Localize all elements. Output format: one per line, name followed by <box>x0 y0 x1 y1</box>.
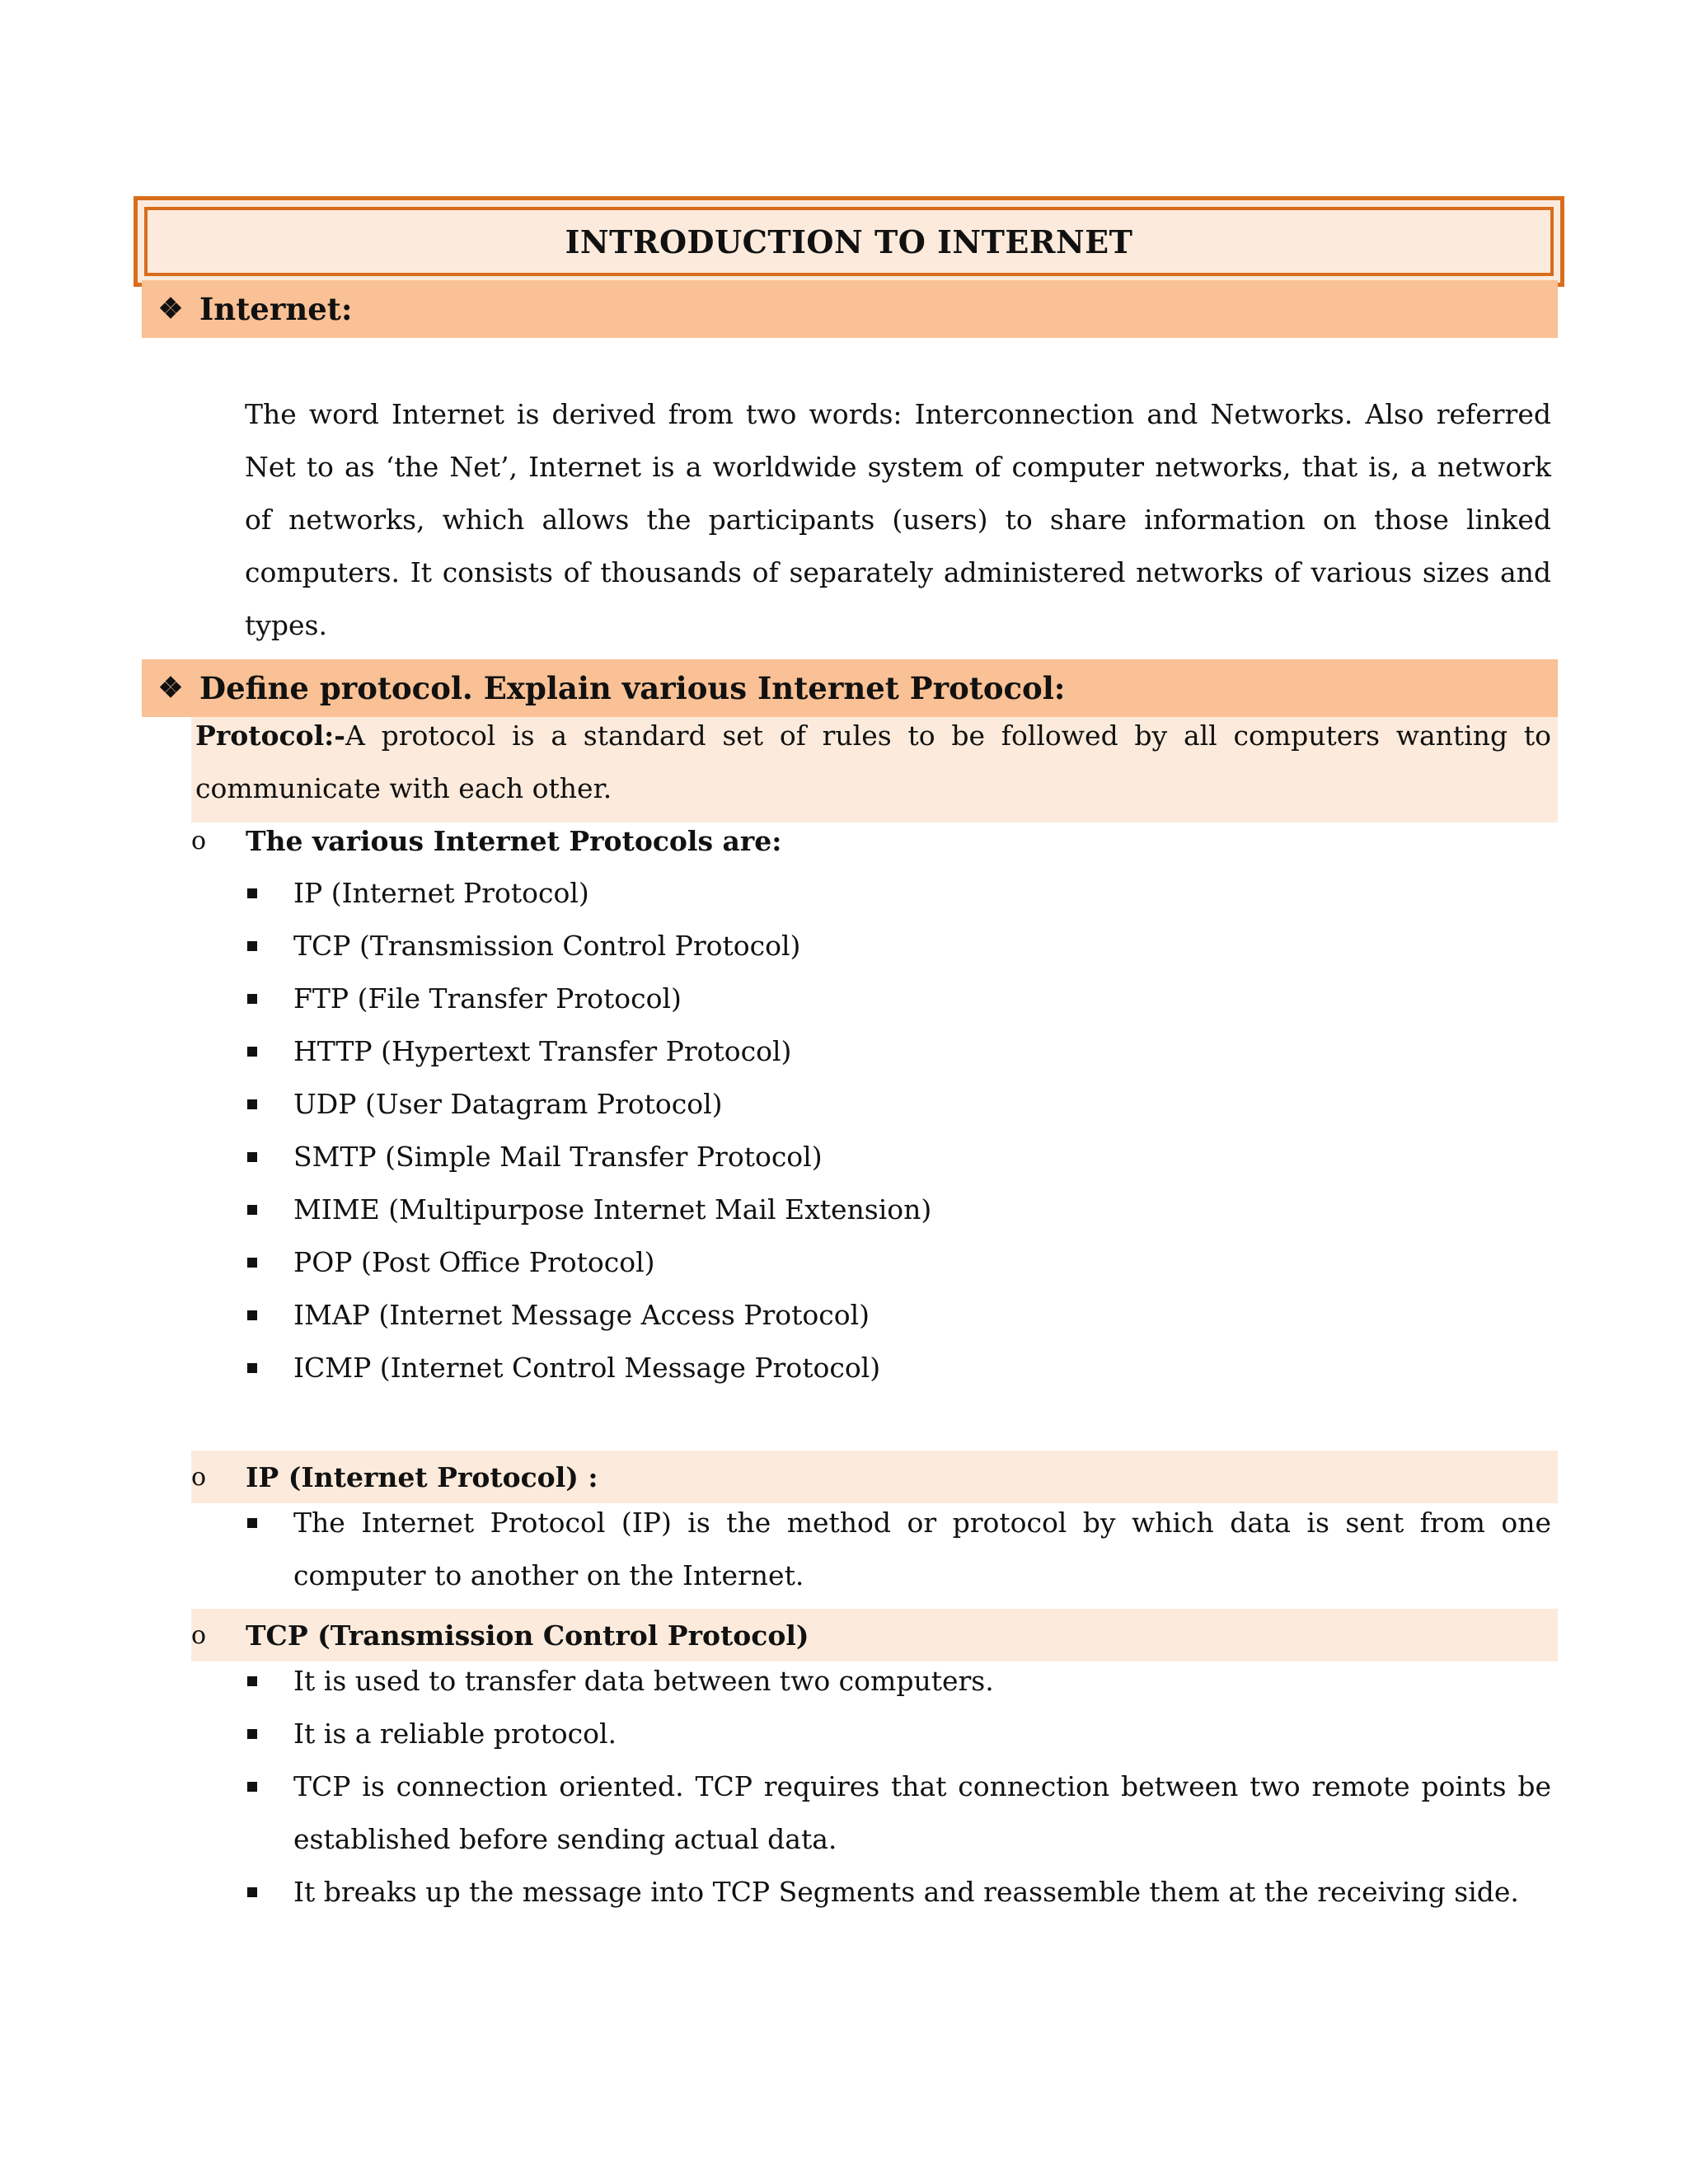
square-bullet-icon <box>247 1363 257 1373</box>
square-bullet-icon <box>247 1518 257 1528</box>
square-bullet-icon <box>247 1205 257 1215</box>
list-item <box>247 867 1551 920</box>
ip-heading-text: IP (Internet Protocol) : <box>246 1460 598 1493</box>
square-bullet-icon <box>247 941 257 951</box>
page-title: INTRODUCTION TO INTERNET <box>144 207 1554 276</box>
list-item <box>247 1131 1551 1183</box>
list-item <box>247 1025 1551 1078</box>
list-item-text: FTP (File Transfer Protocol) <box>293 982 682 1015</box>
protocol-text: A protocol is a standard set of rules to be followed by all computers wanting to communicate with each other. <box>195 719 1551 804</box>
square-bullet-icon <box>247 1782 257 1792</box>
list-item-text: SMTP (Simple Mail Transfer Protocol) <box>293 1141 823 1173</box>
diamond-bullet-icon: ❖ <box>157 293 184 326</box>
section-heading-text: Internet: <box>199 291 353 327</box>
tcp-heading-text: TCP (Transmission Control Protocol) <box>246 1619 809 1652</box>
circle-bullet-icon: o <box>191 1462 207 1492</box>
list-item-text: IMAP (Internet Message Access Protocol) <box>293 1299 870 1331</box>
square-bullet-icon <box>247 1047 257 1057</box>
square-bullet-icon <box>247 1676 257 1686</box>
internet-paragraph: The word Internet is derived from two words: Interconnection and Networks. Also referred Net to as ‘the Net’, Internet is a worldwide system of computer networks, that is, a network of networks, which allows the participants (users) to share information on those linked computers. It consists of thousands of separately administered networks of various sizes and types. <box>245 398 1551 641</box>
list-item <box>247 1289 1551 1342</box>
list-item <box>247 1497 1551 1602</box>
title-box <box>134 196 1564 287</box>
square-bullet-icon <box>247 1258 257 1268</box>
ip-points-list <box>247 1497 1551 1602</box>
list-item <box>247 972 1551 1025</box>
square-bullet-icon <box>247 1887 257 1897</box>
list-item <box>247 1078 1551 1131</box>
list-item-text: IP (Internet Protocol) <box>293 877 589 909</box>
list-item <box>247 1760 1551 1866</box>
list-item <box>247 1236 1551 1289</box>
protocol-definition <box>195 710 1551 815</box>
list-item-text: POP (Post Office Protocol) <box>293 1246 655 1278</box>
section-heading-text: Define protocol. Explain various Internet Protocol: <box>199 670 1066 706</box>
square-bullet-icon <box>247 1729 257 1739</box>
list-item <box>247 1342 1551 1394</box>
list-item-text: MIME (Multipurpose Internet Mail Extension) <box>293 1193 932 1226</box>
list-item-text: HTTP (Hypertext Transfer Protocol) <box>293 1035 792 1067</box>
list-item <box>247 1708 1551 1760</box>
list-item <box>247 920 1551 972</box>
square-bullet-icon <box>247 888 257 898</box>
protocol-list-heading-text: The various Internet Protocols are: <box>246 824 782 857</box>
square-bullet-icon <box>247 994 257 1004</box>
tcp-heading <box>191 1609 1558 1661</box>
list-item-text: ICMP (Internet Control Message Protocol) <box>293 1352 881 1384</box>
list-item-text: TCP (Transmission Control Protocol) <box>293 930 801 962</box>
list-item-text: It is used to transfer data between two computers. <box>293 1665 994 1697</box>
protocol-list-heading <box>191 814 1558 867</box>
square-bullet-icon <box>247 1310 257 1320</box>
circle-bullet-icon: o <box>191 826 207 855</box>
tcp-points-list <box>247 1655 1551 1919</box>
protocol-label: Protocol:- <box>195 719 345 752</box>
list-item <box>247 1866 1551 1919</box>
square-bullet-icon <box>247 1099 257 1109</box>
square-bullet-icon <box>247 1152 257 1162</box>
list-item <box>247 1183 1551 1236</box>
diamond-bullet-icon: ❖ <box>157 672 184 705</box>
list-item-text: UDP (User Datagram Protocol) <box>293 1088 723 1120</box>
list-item-text: It breaks up the message into TCP Segments and reassemble them at the receiving side. <box>293 1876 1519 1908</box>
protocol-list <box>247 867 1551 1394</box>
list-item-text: It is a reliable protocol. <box>293 1718 617 1750</box>
circle-bullet-icon: o <box>191 1620 207 1650</box>
list-item <box>247 1655 1551 1708</box>
list-item-text: The Internet Protocol (IP) is the method or protocol by which data is sent from one computer to another on the Internet. <box>293 1507 1551 1591</box>
ip-heading <box>191 1451 1558 1503</box>
section-heading-protocol <box>142 659 1558 717</box>
section-heading-internet <box>142 280 1558 338</box>
list-item-text: TCP is connection oriented. TCP requires that connection between two remote points be established before sending actual data. <box>293 1770 1551 1855</box>
